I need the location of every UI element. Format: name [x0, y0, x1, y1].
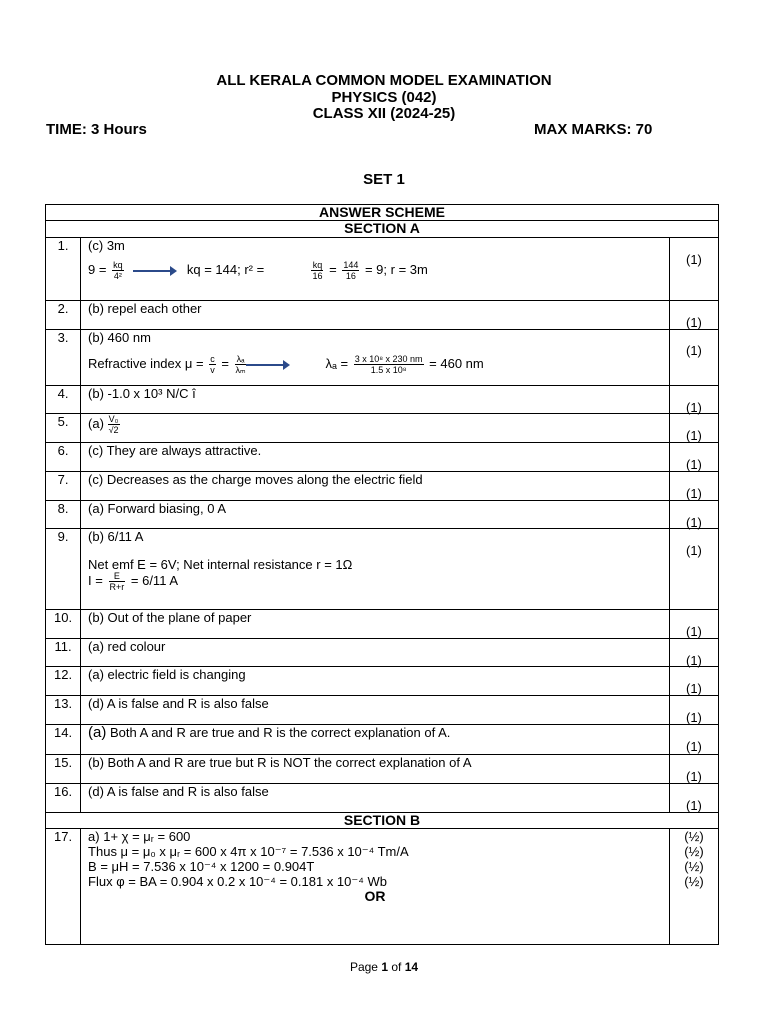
answer-text: (a) Forward biasing, 0 A	[81, 501, 670, 529]
question-number: 11.	[46, 639, 81, 667]
section-a-heading: SECTION A	[46, 221, 719, 238]
mark-cell: (1)	[669, 301, 718, 330]
mark-cell: (1)	[669, 610, 718, 639]
working-text: Thus μ = μ₀ x μᵣ = 600 x 4π x 10⁻⁷ = 7.536 x 10⁻⁴ Tm/A	[88, 844, 409, 859]
working-text: Refractive index μ =	[88, 355, 204, 371]
table-row	[46, 529, 719, 610]
working-text: = 9; r = 3m	[364, 261, 428, 277]
arrow-icon	[246, 364, 286, 366]
answer-text: (a) electric field is changing	[81, 667, 670, 696]
question-number: 2.	[46, 301, 81, 330]
working-text: λₐ =	[325, 355, 349, 371]
working-text: I =	[88, 572, 103, 588]
table-row	[46, 472, 719, 501]
question-number: 13.	[46, 696, 81, 725]
working-text: a) 1+ χ = μᵣ = 600	[88, 829, 191, 844]
working-text: =	[221, 355, 229, 371]
mark-cell: (1)	[669, 238, 718, 301]
answer-text: (b) 6/11 A	[88, 529, 144, 544]
max-marks-label: MAX MARKS: 70	[534, 121, 653, 138]
question-number: 14.	[46, 725, 81, 755]
working-text: Flux φ = BA = 0.904 x 0.2 x 10⁻⁴ = 0.181 x 10⁻⁴ Wb	[88, 874, 387, 889]
mark-cell: (1)	[669, 472, 718, 501]
table-row	[46, 829, 719, 945]
page-footer	[0, 960, 768, 974]
set-label: SET 1	[363, 171, 405, 188]
answer-cell	[81, 829, 670, 945]
mark-cell: (1)	[669, 529, 718, 610]
working-line	[88, 354, 484, 375]
answer-text: (b) repel each other	[81, 301, 670, 330]
arrow-icon	[133, 270, 173, 272]
table-row	[46, 386, 719, 414]
fraction: $\frac{144}{16}$	[343, 260, 359, 281]
table-row	[46, 414, 719, 443]
question-number: 4.	[46, 386, 81, 414]
answer-option: (a)	[88, 724, 107, 741]
mark-cell: (1)	[669, 443, 718, 472]
working-line	[88, 260, 428, 281]
page-number: 1	[381, 960, 388, 974]
answer-text: (a) red colour	[81, 639, 670, 667]
footer-text: of	[388, 960, 405, 974]
fraction: $\frac{\text{V₀}}{√2}$	[108, 414, 119, 435]
fraction: $\frac{E}{R+r}$	[109, 571, 125, 592]
working-text: = 460 nm	[429, 355, 484, 371]
subject-title: PHYSICS (042)	[331, 89, 437, 106]
page-total: 14	[404, 960, 419, 974]
mark-cell: (1)	[669, 639, 718, 667]
mark-cell: (1)	[669, 784, 718, 813]
table-row	[46, 443, 719, 472]
mark-value: (½)	[684, 859, 704, 874]
answer-text: (b) Out of the plane of paper	[81, 610, 670, 639]
answer-text: (b) Both A and R are true but R is NOT the correct explanation of A	[81, 755, 670, 784]
answer-text: (c) 3m	[88, 238, 125, 253]
class-title: CLASS XII (2024-25)	[312, 105, 456, 122]
fraction: $\frac{c}{v}$	[210, 354, 215, 375]
answer-text: (c) Decreases as the charge moves along the electric field	[81, 472, 670, 501]
answer-cell	[81, 725, 670, 755]
answer-text: (b) -1.0 x 10³ N/C î	[81, 386, 670, 414]
mark-cell: (1)	[669, 667, 718, 696]
question-number: 1.	[46, 238, 81, 301]
or-label: OR	[364, 888, 386, 904]
working-text: kq = 144; r² =	[186, 261, 265, 277]
fraction: $\frac{kq}{\text{4²}}$	[113, 260, 123, 281]
question-number: 5.	[46, 414, 81, 443]
table-row	[46, 755, 719, 784]
table-row	[46, 501, 719, 529]
mark-value: (½)	[684, 829, 704, 844]
table-row	[46, 667, 719, 696]
question-number: 3.	[46, 330, 81, 386]
working-text: = 6/11 A	[130, 572, 178, 588]
table-row	[46, 330, 719, 386]
table-row	[46, 696, 719, 725]
exam-title: ALL KERALA COMMON MODEL EXAMINATION	[216, 72, 552, 89]
question-number: 7.	[46, 472, 81, 501]
answer-text: (b) 460 nm	[88, 330, 151, 345]
section-b-heading: SECTION B	[46, 813, 719, 829]
answer-cell	[81, 238, 670, 301]
answer-cell	[81, 330, 670, 386]
question-number: 6.	[46, 443, 81, 472]
question-number: 9.	[46, 529, 81, 610]
fraction: $\frac{kq}{16}$	[312, 260, 323, 281]
question-number: 17.	[46, 829, 81, 945]
answer-text: (d) A is false and R is also false	[81, 784, 670, 813]
answer-text: (d) A is false and R is also false	[81, 696, 670, 725]
answer-cell	[81, 414, 670, 443]
mark-cell: (1)	[669, 755, 718, 784]
mark-cell: (1)	[669, 330, 718, 386]
answer-text: Both A and R are true and R is the correct explanation of A.	[106, 725, 451, 740]
mark-cell: (1)	[669, 725, 718, 755]
answer-cell	[81, 529, 670, 610]
working-line	[88, 571, 178, 592]
mark-cell: (1)	[669, 414, 718, 443]
answer-scheme-title: ANSWER SCHEME	[46, 205, 719, 221]
table-row	[46, 639, 719, 667]
working-text: =	[329, 261, 337, 277]
fraction: $\frac{\text{λₐ}}{\text{λₘ}}$	[235, 354, 246, 375]
mark-cell: (1)	[669, 696, 718, 725]
question-number: 10.	[46, 610, 81, 639]
mark-value: (½)	[684, 844, 704, 859]
mark-cell: (1)	[669, 386, 718, 414]
fraction: $\frac{\text{3 x 10⁸ x 230 nm}}{\text{1.5 x 10⁸}}$	[354, 354, 423, 375]
question-number: 16.	[46, 784, 81, 813]
working-text: B = μH = 7.536 x 10⁻⁴ x 1200 = 0.904T	[88, 859, 315, 874]
time-label: TIME: 3 Hours	[46, 121, 147, 138]
answer-scheme-table	[45, 204, 719, 945]
table-row	[46, 784, 719, 813]
mark-cell	[669, 829, 718, 945]
question-number: 15.	[46, 755, 81, 784]
question-number: 8.	[46, 501, 81, 529]
working-text: 9 =	[88, 261, 107, 277]
footer-text: Page	[349, 960, 382, 974]
table-row	[46, 610, 719, 639]
mark-cell: (1)	[669, 501, 718, 529]
mark-value: (½)	[684, 874, 704, 889]
working-text: Net emf E = 6V; Net internal resistance r = 1Ω	[88, 557, 353, 572]
table-row	[46, 725, 719, 755]
table-row	[46, 301, 719, 330]
answer-text: (c) They are always attractive.	[81, 443, 670, 472]
question-number: 12.	[46, 667, 81, 696]
answer-text: (a)	[88, 415, 104, 431]
table-row	[46, 238, 719, 301]
